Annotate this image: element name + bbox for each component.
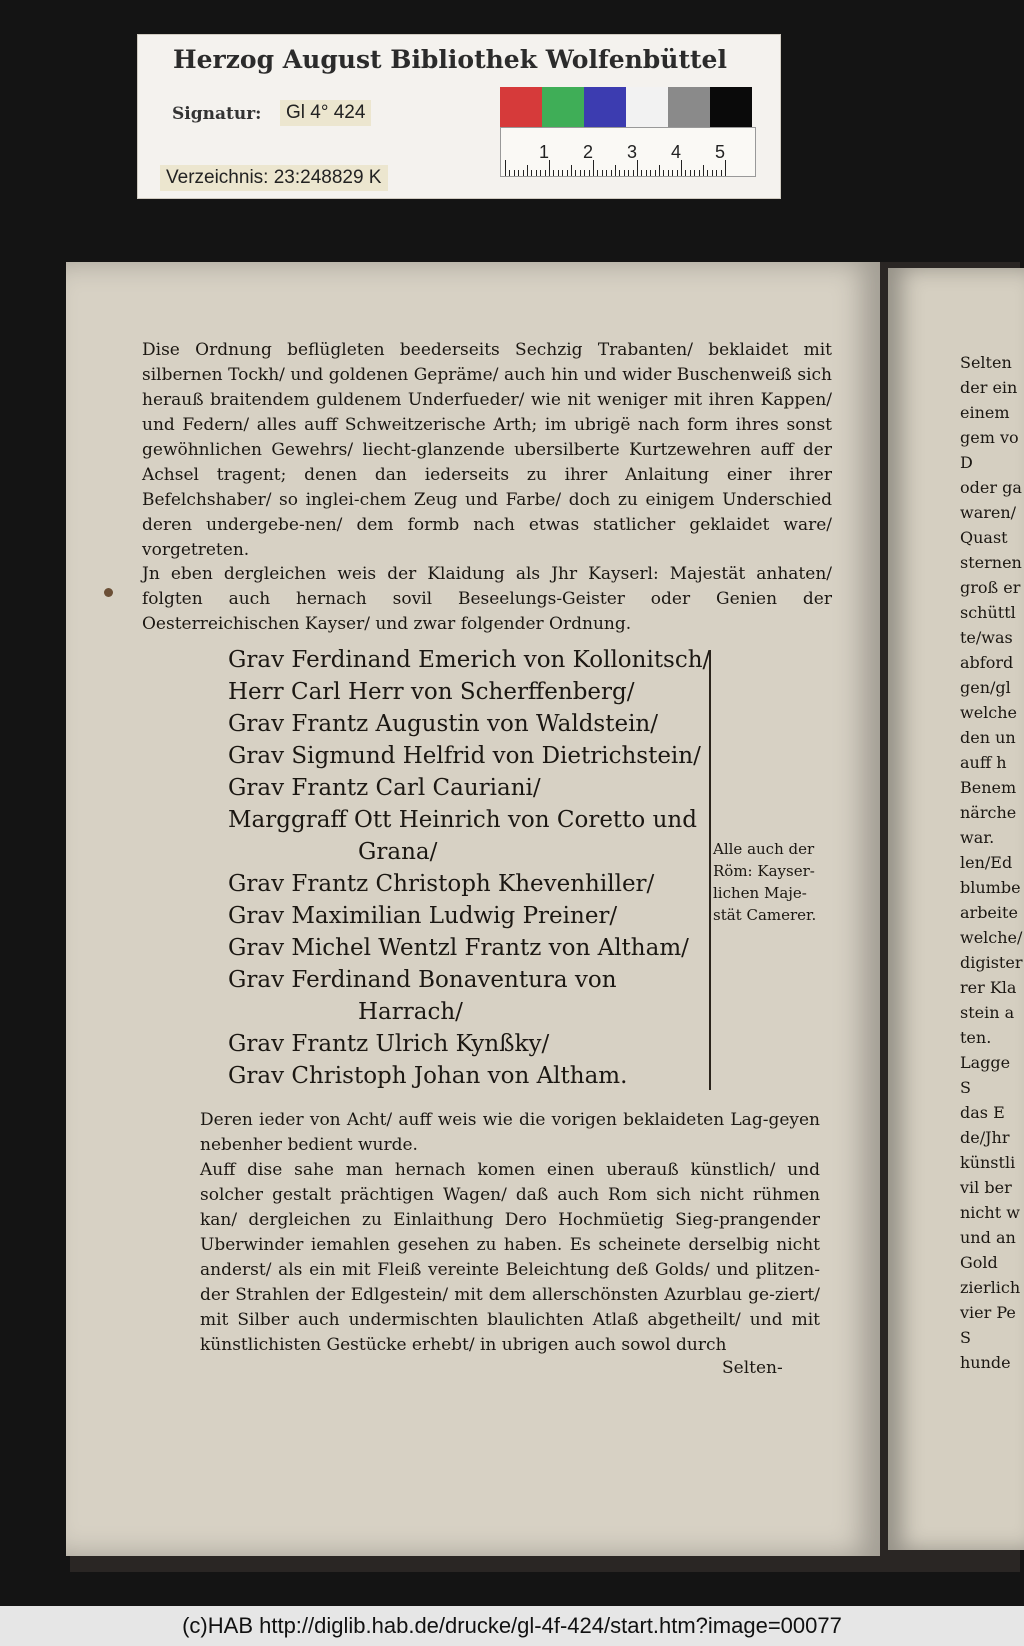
right-page-line: S xyxy=(960,1328,971,1347)
name-entry: Grav Michel Wentzl Frantz von Altham/ xyxy=(228,935,689,961)
swatch-blue xyxy=(584,87,626,127)
ruler-tick xyxy=(518,170,519,176)
right-page-line: Gold xyxy=(960,1253,998,1272)
right-page-line: gen/gl xyxy=(960,678,1011,697)
paragraph-trabanten: Dise Ordnung beflügleten beederseits Sechzig Trabanten/ beklaidet mit silbernen Tockh/ und goldenen Gepräme/ auch hin und wider Buschenweiß sich herauß braitendem guldenem Underfueder/ wie nit weniger mit ihren Kappen/ und Federn/ alles auff Schweitzerische Arth; im ubrigë nach form ihres sonst gewöhnlichen Gewehrs/ liecht-glanzende ubersilberte Kurtzewehren auff der Achsel tragent; denen dan iederseits zu ihrer Anlaitung einer ihrer Befelchshaber/ so inglei-chem Zeug und Farbe/ doch zu einigem Underschied deren undergebe-nen/ dem formb nach etwas statlicher geklaidet ware/ vorgetreten. xyxy=(142,340,832,560)
ruler-tick xyxy=(716,170,717,176)
right-page-line: blumbe xyxy=(960,878,1021,897)
ruler-tick xyxy=(721,170,722,176)
ruler-tick xyxy=(628,170,629,176)
name-entry: Grav Ferdinand Bonaventura von xyxy=(228,967,617,993)
right-page-line: auff h xyxy=(960,753,1007,772)
right-page-line: Selten xyxy=(960,353,1012,372)
ruler-tick xyxy=(712,170,713,176)
ruler-tick xyxy=(531,170,532,176)
swatch-white xyxy=(626,87,668,127)
ruler-number: 3 xyxy=(627,142,638,162)
ruler-tick xyxy=(602,170,603,176)
ruler-number: 4 xyxy=(671,142,682,162)
right-page-line: Quast xyxy=(960,528,1008,547)
right-page-line: welche/ xyxy=(960,928,1023,947)
name-entry-continuation: Grana/ xyxy=(358,839,438,865)
right-page-line: te/was xyxy=(960,628,1013,647)
name-entry: Marggraff Ott Heinrich von Coretto und xyxy=(228,807,697,833)
right-page-line: schüttl xyxy=(960,603,1016,622)
ruler-tick xyxy=(624,170,625,176)
ruler-number: 2 xyxy=(583,142,594,162)
name-entry: Grav Christoph Johan von Altham. xyxy=(228,1063,628,1089)
ruler-tick xyxy=(589,170,590,176)
name-entry: Grav Maximilian Ludwig Preiner/ xyxy=(228,903,618,929)
ruler-tick xyxy=(580,170,581,176)
ruler-tick xyxy=(668,170,669,176)
ruler-tick xyxy=(562,170,563,176)
catchword: Selten- xyxy=(722,1358,783,1378)
ruler-tick xyxy=(536,170,537,176)
name-entry-continuation: Harrach/ xyxy=(358,999,463,1025)
swatch-black xyxy=(710,87,752,127)
ruler-tick xyxy=(619,170,620,176)
right-page-line: hunde xyxy=(960,1353,1011,1372)
right-page-line: sternen xyxy=(960,553,1022,572)
right-page-line: stein a xyxy=(960,1003,1015,1022)
ruler-tick xyxy=(549,160,550,176)
ruler-tick xyxy=(725,160,726,176)
name-entry: Grav Frantz Carl Cauriani/ xyxy=(228,775,541,801)
ruler-tick xyxy=(681,160,682,176)
library-label-card xyxy=(137,34,781,199)
ruler-tick xyxy=(606,170,607,176)
name-list-bracket xyxy=(709,650,711,1090)
name-list xyxy=(228,644,711,1092)
right-page-line: närche xyxy=(960,803,1017,822)
ruler-tick xyxy=(575,170,576,176)
ruler-tick xyxy=(527,165,528,176)
right-page-line: welche xyxy=(960,703,1018,722)
right-page-line: künstli xyxy=(960,1153,1016,1172)
ruler-number: 5 xyxy=(715,142,726,162)
ink-spot xyxy=(104,588,113,597)
ruler-tick xyxy=(611,170,612,176)
ruler-tick xyxy=(646,170,647,176)
ruler-tick xyxy=(523,170,524,176)
right-page-line: war. xyxy=(960,828,995,847)
ruler-tick xyxy=(540,170,541,176)
right-page-line: D xyxy=(960,453,973,472)
ruler-tick xyxy=(641,170,642,176)
signatur-label: Signatur: xyxy=(172,104,262,124)
right-page-line: waren/ xyxy=(960,503,1017,522)
right-page-line: len/Ed xyxy=(960,853,1013,872)
ruler-tick xyxy=(685,170,686,176)
ruler-tick xyxy=(703,165,704,176)
ruler-tick xyxy=(699,170,700,176)
right-page-line: de/Jhr xyxy=(960,1128,1010,1147)
right-page-line: vier Pe xyxy=(960,1303,1016,1322)
right-page-line: oder ga xyxy=(960,478,1022,497)
right-page-line: S xyxy=(960,1078,971,1097)
right-page-text xyxy=(960,350,1022,1375)
ruler-tick xyxy=(553,170,554,176)
right-page-line: groß er xyxy=(960,578,1021,597)
ruler-tick xyxy=(659,165,660,176)
ruler-tick xyxy=(571,165,572,176)
right-page-line: arbeite xyxy=(960,903,1018,922)
footer-url: (c)HAB http://diglib.hab.de/drucke/gl-4f-424/start.htm?image=00077 xyxy=(0,1606,1024,1646)
swatch-red xyxy=(500,87,542,127)
ruler-number: 1 xyxy=(539,142,550,162)
right-page-line: und an xyxy=(960,1228,1016,1247)
right-page-line: vil ber xyxy=(960,1178,1012,1197)
paragraph-laggeyen: Deren ieder von Acht/ auff weis wie die vorigen beklaideten Lag-geyen nebenher bedient wurde. xyxy=(200,1110,820,1155)
ruler-tick xyxy=(694,170,695,176)
ruler-tick xyxy=(584,170,585,176)
right-page-line: das E xyxy=(960,1103,1005,1122)
paragraph-genien: Jn eben dergleichen weis der Klaidung als Jhr Kayserl: Majestät anhaten/ folgten auch hernach sovil Beseelungs-Geister oder Genien der Oesterreichischen Kayser/ und zwar folgender Ordnung. xyxy=(142,564,832,634)
name-entry: Herr Carl Herr von Scherffenberg/ xyxy=(228,679,635,705)
color-calibration-swatches xyxy=(500,87,752,127)
right-page-line: nicht w xyxy=(960,1203,1020,1222)
ruler-tick xyxy=(593,160,594,176)
ruler-tick xyxy=(663,170,664,176)
right-page-line: gem vo xyxy=(960,428,1019,447)
ruler-tick xyxy=(633,170,634,176)
swatch-gray xyxy=(668,87,710,127)
name-entry: Grav Sigmund Helfrid von Dietrichstein/ xyxy=(228,743,701,769)
ruler-tick xyxy=(567,170,568,176)
ruler-tick xyxy=(677,170,678,176)
ruler-tick xyxy=(545,170,546,176)
ruler-tick xyxy=(615,165,616,176)
swatch-green xyxy=(542,87,584,127)
ruler-tick xyxy=(637,160,638,176)
ruler-tick xyxy=(690,170,691,176)
ruler-tick xyxy=(597,170,598,176)
ruler-tick xyxy=(514,170,515,176)
ruler-tick xyxy=(707,170,708,176)
right-page-line: einem xyxy=(960,403,1010,422)
ruler-tick xyxy=(558,170,559,176)
ruler-tick xyxy=(505,160,506,176)
signatur-value: Gl 4° 424 xyxy=(280,100,371,126)
library-name: Herzog August Bibliothek Wolfenbüttel xyxy=(173,45,727,74)
right-page-line: Benem xyxy=(960,778,1017,797)
right-page-line: der ein xyxy=(960,378,1018,397)
right-page-line: Lagge xyxy=(960,1053,1011,1072)
right-page-line: ten. xyxy=(960,1028,992,1047)
right-page-line: digister xyxy=(960,953,1023,972)
right-page-line: den un xyxy=(960,728,1016,747)
ruler-tick xyxy=(509,170,510,176)
right-page-line: abford xyxy=(960,653,1014,672)
right-page-line: rer Kla xyxy=(960,978,1017,997)
ruler-tick xyxy=(655,170,656,176)
side-note: Alle auch der Röm: Kayser-lichen Maje-stät Camerer. xyxy=(713,840,817,924)
paragraph-wagen: Auff dise sahe man hernach komen einen uberauß künstlich/ und solcher gestalt prächtigen Wagen/ daß auch Rom sich nicht rühmen kan/ dergleichen zu Einlaithung Dero Hochmüetig Sieg-prangender Uberwinder iemahlen gesehen zu haben. Es scheinete derselbig nicht anderst/ als ein mit Fleiß vereinte Beleichtung deß Golds/ und plitzen-der Strahlen der Edlgestein/ mit dem allerschönsten Azurblau ge-ziert/ mit Silber auch undermischten blaulichten Atlaß abgetheilt/ und mit künstlichisten Gestücke erhebt/ in ubrigen auch sowol durch xyxy=(200,1160,820,1355)
name-entry: Grav Frantz Ulrich Kynßky/ xyxy=(228,1031,550,1057)
right-page-line: zierlich xyxy=(960,1278,1021,1297)
ruler-tick xyxy=(672,170,673,176)
name-entry: Grav Frantz Augustin von Waldstein/ xyxy=(228,711,658,737)
name-entry: Grav Ferdinand Emerich von Kollonitsch/ xyxy=(228,647,711,673)
ruler-tick xyxy=(650,170,651,176)
scale-ruler xyxy=(500,127,756,177)
verzeichnis-label: Verzeichnis: 23:248829 K xyxy=(160,165,388,191)
name-entry: Grav Frantz Christoph Khevenhiller/ xyxy=(228,871,655,897)
